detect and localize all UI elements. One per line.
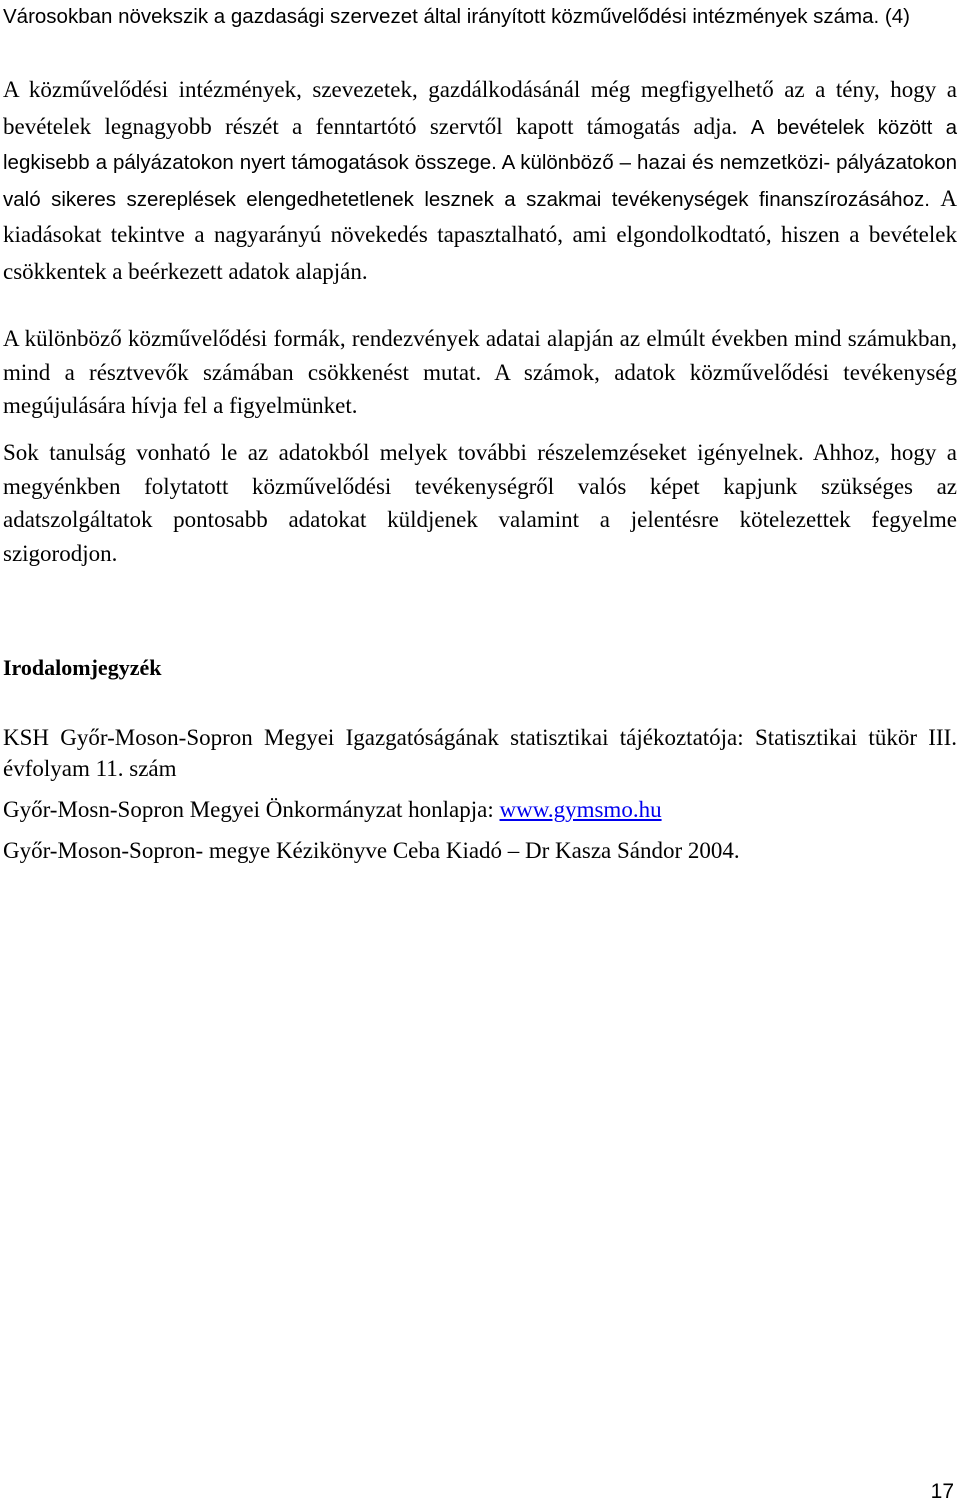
paragraph-finances-sentence-4: A kiadásokat tekintve a nagyarányú növekedés tapasztalható, ami elgondolkodtató, hiszen a bevételek csökkentek a beérkezett adatok alapján. [3, 185, 957, 284]
paragraph-finances-sentence-3: A különböző – hazai és nemzetközi- pályázatokon való sikeres szereplések elengedhetetlenek lesznek a szakmai tevékenységek finanszírozásához. [3, 151, 957, 211]
reference-link[interactable]: www.gymsmo.hu [499, 797, 662, 822]
references-heading: Irodalomjegyzék [3, 655, 162, 680]
reference-item-text: Győr-Mosn-Sopron Megyei Önkormányzat honlapja: [3, 797, 500, 822]
references-list [3, 722, 957, 876]
paragraph-intro: Városokban növekszik a gazdasági szervezet által irányított közművelődési intézmények száma. (4) [3, 5, 910, 28]
paragraph-finances-sentence-1: A közművelődési intézmények, szevezetek, gazdálkodásánál még megfigyelhető az a tény, hogy a bevételek legnagyobb részét a fenntartótó szervtől kapott támogatás adja. [3, 77, 957, 139]
reference-item: Győr-Moson-Sopron- megye Kézikönyve Ceba Kiadó – Dr Kasza Sándor 2004. [3, 838, 740, 863]
page-number: 17 [930, 1480, 954, 1503]
paragraph-conclusion: Sok tanulság vonható le az adatokból melyek további részelemzéseket igényelnek. Ahhoz, hogy a megyénkben folytatott közművelődési tevékenységről valós képet kapjunk szükséges az adatszolgáltatok pontosabb adatokat küldjenek valamint a jelentésre kötelezettek fegyelme szigorodjon. [3, 440, 957, 566]
paragraph-finances-sentence-2: A bevételek között a legkisebb a pályázatokon nyert támogatások összege. [3, 115, 957, 174]
reference-item: KSH Győr-Moson-Sopron Megyei Igazgatóságának statisztikai tájékoztatója: Statisztikai tükör III. évfolyam 11. szám [3, 725, 957, 781]
reference-item [3, 794, 957, 825]
paragraph-forms: A különböző közművelődési formák, rendezvények adatai alapján az elmúlt években mind számukban, mind a résztvevők számában csökkenést mutat. A számok, adatok közművelődési tevékenység megújulására hívja fel a figyelmünket. [3, 326, 957, 418]
paragraph-finances [3, 73, 957, 291]
